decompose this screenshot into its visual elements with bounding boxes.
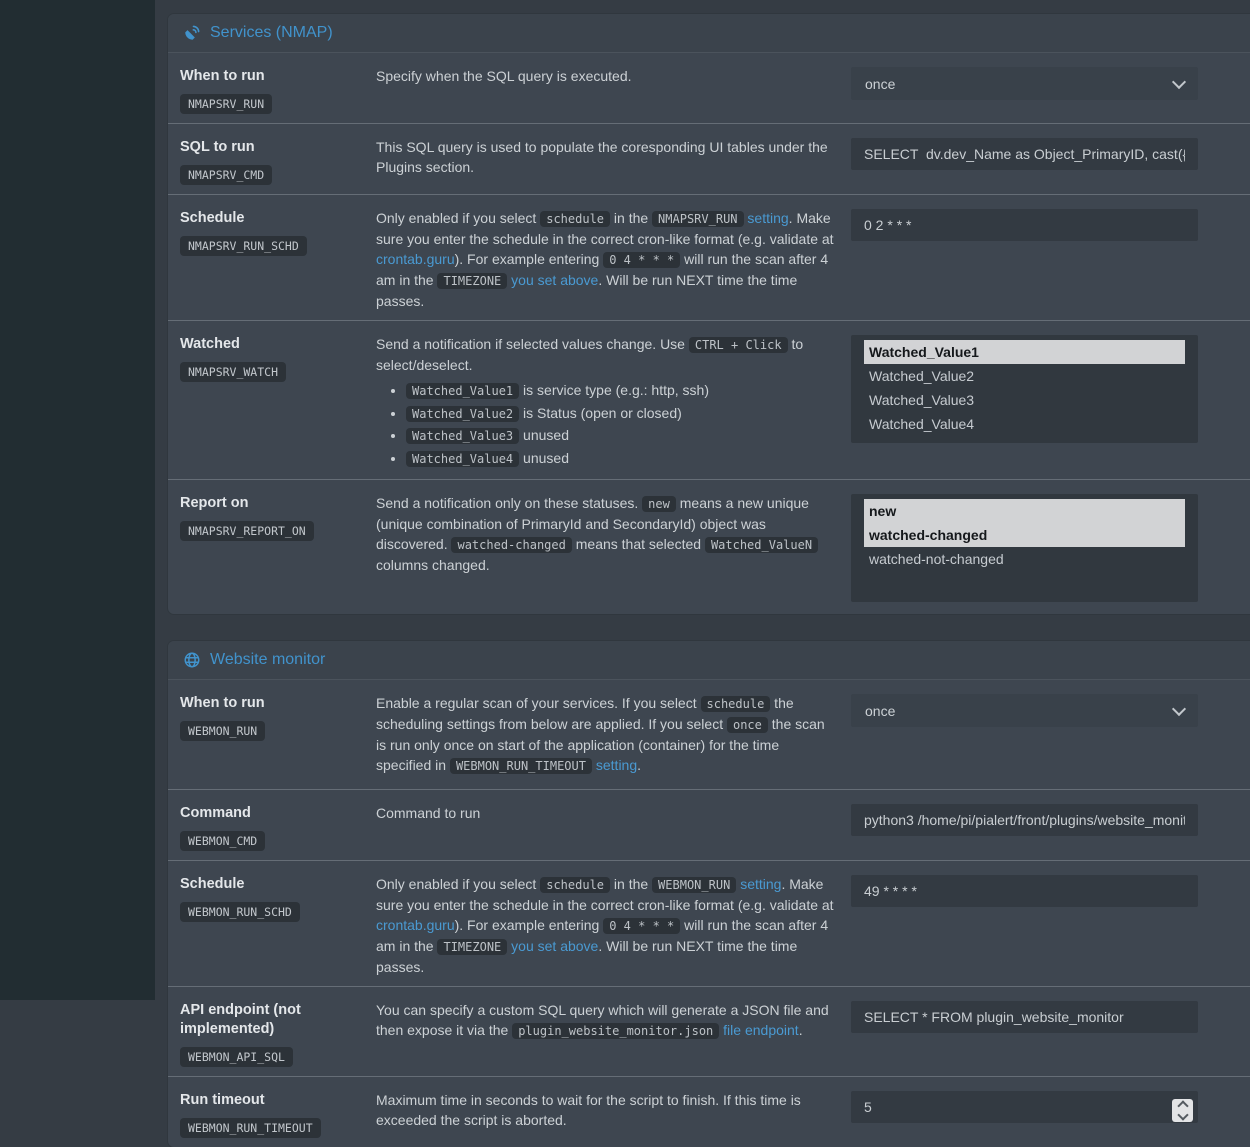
setting-description: [376, 62, 851, 86]
text-segment: is Status (open or closed): [519, 404, 682, 421]
sidebar: [0, 0, 155, 1000]
inline-code: new: [642, 496, 676, 512]
setting-label-col: [180, 870, 376, 922]
webmon-schedule-input[interactable]: [851, 875, 1198, 907]
text-segment: Specify when the SQL query is executed.: [376, 68, 632, 84]
select-option-Watched_Value2[interactable]: Watched_Value2: [869, 368, 975, 384]
setting-description: [376, 689, 851, 776]
text-segment: Command to run: [376, 805, 481, 821]
text-segment: Send a notification only on these statuses.: [376, 495, 643, 511]
setting-label: When to run: [180, 695, 265, 711]
setting-control: [851, 133, 1198, 170]
inline-code: WEBMON_RUN_TIMEOUT: [450, 758, 592, 774]
settings-content: [155, 0, 1250, 1147]
setting-description: [376, 870, 851, 977]
inline-code: 0 4 * * *: [603, 918, 680, 934]
spinner-down-icon[interactable]: [1177, 1109, 1188, 1120]
when-to-run-select[interactable]: [851, 67, 1198, 100]
setting-control: [851, 689, 1198, 727]
setting-row-nmapsrv-watch: [168, 320, 1250, 479]
text-segment: the scan is run only once on start of the application (container) for the time specified in: [376, 716, 825, 773]
inline-code: Watched_ValueN: [705, 537, 818, 553]
setting-label: Schedule: [180, 876, 245, 892]
setting-label-col: [180, 996, 376, 1067]
inline-link[interactable]: file endpoint: [723, 1022, 799, 1038]
setting-row-webmon-run-schd: [168, 860, 1250, 986]
setting-description: [376, 996, 851, 1041]
setting-row-nmapsrv-run: [168, 53, 1250, 123]
setting-row-webmon-run: [168, 680, 1250, 789]
inline-code: CTRL + Click: [689, 337, 788, 353]
webmon-when-to-run-select[interactable]: [851, 694, 1198, 727]
setting-control: [851, 1086, 1198, 1123]
number-spinner[interactable]: [1172, 1099, 1193, 1122]
setting-description: [376, 799, 851, 823]
setting-description: [376, 204, 851, 311]
inline-code: once: [727, 717, 768, 733]
inline-link[interactable]: crontab.guru: [376, 251, 455, 267]
setting-label-col: [180, 689, 376, 741]
bullet-item: [406, 380, 851, 403]
setting-label-col: [180, 204, 376, 256]
inline-code: WEBMON_RUN: [652, 877, 736, 893]
select-option-new[interactable]: new: [864, 499, 1185, 523]
text-segment: Send a notification if selected values change. Use: [376, 336, 689, 352]
text-segment: to select/deselect.: [376, 336, 804, 373]
select-option-Watched_Value3[interactable]: Watched_Value3: [869, 392, 975, 408]
chevron-down-icon: [1172, 701, 1186, 715]
text-segment: Only enabled if you select: [376, 210, 541, 226]
text-segment: will run the scan after 4 am in the: [376, 917, 829, 954]
select-option-watched-changed[interactable]: watched-changed: [864, 523, 1185, 547]
card-title: Services (NMAP): [210, 24, 333, 41]
inline-link[interactable]: crontab.guru: [376, 917, 455, 933]
setting-description: [376, 330, 851, 470]
setting-label-col: [180, 133, 376, 185]
text-segment: ). For example entering: [454, 251, 604, 267]
setting-key-badge: NMAPSRV_RUN: [180, 94, 272, 114]
inline-code: NMAPSRV_RUN: [652, 211, 743, 227]
watched-multiselect[interactable]: [851, 335, 1198, 443]
inline-code: Watched_Value1: [406, 383, 519, 399]
setting-row-nmapsrv-run-schd: [168, 194, 1250, 320]
text-segment: This SQL query is used to populate the coresponding UI tables under the Plugins section.: [376, 139, 828, 175]
api-endpoint-input[interactable]: [851, 1001, 1198, 1033]
text-segment: the scheduling settings from below are applied. If you select: [376, 695, 794, 732]
setting-description: [376, 489, 851, 575]
setting-control: [851, 489, 1198, 602]
setting-description: [376, 133, 851, 177]
setting-control: [851, 870, 1198, 907]
text-segment: will run the scan after 4 am in the: [376, 251, 829, 288]
setting-row-nmapsrv-cmd: [168, 123, 1250, 194]
select-option-Watched_Value4[interactable]: Watched_Value4: [869, 416, 975, 432]
setting-label: Report on: [180, 495, 249, 511]
setting-label-col: [180, 799, 376, 851]
text-segment: Enable a regular scan of your services. If you select: [376, 695, 701, 711]
setting-label: Watched: [180, 336, 240, 352]
bullet-item: [406, 448, 851, 471]
inline-code: schedule: [540, 877, 610, 893]
setting-control: [851, 204, 1198, 241]
bullet-item: [406, 403, 851, 426]
inline-link[interactable]: setting: [747, 210, 789, 226]
setting-key-badge: WEBMON_CMD: [180, 831, 265, 851]
setting-key-badge: WEBMON_RUN_SCHD: [180, 902, 300, 922]
setting-label-col: [180, 330, 376, 382]
watched-values-list: [376, 380, 851, 470]
sql-to-run-input[interactable]: [851, 138, 1198, 170]
text-segment: . Make sure you enter the schedule in the correct cron-like format (e.g. validate at: [376, 210, 834, 247]
setting-control: [851, 330, 1198, 443]
setting-key-badge: WEBMON_RUN_TIMEOUT: [180, 1118, 321, 1138]
setting-key-badge: NMAPSRV_CMD: [180, 165, 272, 185]
text-segment: You can specify a custom SQL query which will generate a JSON file and then expose it via the: [376, 1002, 829, 1038]
setting-label-col: [180, 489, 376, 541]
website-monitor-card-header: [168, 641, 1250, 680]
setting-label: Command: [180, 805, 251, 821]
setting-label-col: [180, 1086, 376, 1138]
run-timeout-input[interactable]: [851, 1091, 1198, 1123]
select-option-watched-not-changed[interactable]: watched-not-changed: [869, 551, 1004, 567]
chevron-down-icon: [1172, 74, 1186, 88]
text-segment: in the: [610, 876, 653, 892]
text-segment: . Will be run NEXT time the time passes.: [376, 272, 798, 309]
inline-link[interactable]: setting: [740, 876, 782, 892]
inline-link[interactable]: you set above: [511, 938, 599, 954]
setting-control: [851, 62, 1198, 100]
setting-label: Run timeout: [180, 1092, 265, 1108]
inline-code: watched-changed: [451, 537, 571, 553]
text-segment: unused: [519, 427, 569, 443]
schedule-input[interactable]: [851, 209, 1198, 241]
inline-code: Watched_Value2: [406, 406, 519, 422]
setting-key-badge: NMAPSRV_RUN_SCHD: [180, 236, 307, 256]
card-title: Website monitor: [210, 651, 326, 668]
inline-code: schedule: [540, 211, 610, 227]
inline-link[interactable]: setting: [595, 757, 638, 773]
services-nmap-card-header: [168, 14, 1250, 53]
inline-code: TIMEZONE: [437, 273, 507, 289]
text-segment: .: [637, 757, 642, 773]
inline-code: schedule: [701, 696, 771, 712]
inline-code: 0 4 * * *: [603, 252, 680, 268]
text-segment: . Will be run NEXT time the time passes.: [376, 938, 798, 975]
setting-key-badge: NMAPSRV_WATCH: [180, 362, 286, 382]
text-segment: columns changed.: [376, 557, 490, 573]
report-on-multiselect[interactable]: [851, 494, 1198, 602]
inline-code: TIMEZONE: [437, 939, 507, 955]
setting-label: Schedule: [180, 210, 245, 226]
text-segment: . Make sure you enter the schedule in the correct cron-like format (e.g. validate at: [376, 876, 834, 913]
inline-code: Watched_Value3: [406, 428, 519, 444]
select-value: once: [865, 702, 896, 719]
setting-label-col: [180, 62, 376, 114]
text-segment: unused: [519, 449, 569, 466]
command-input[interactable]: [851, 804, 1198, 836]
text-segment: is service type (e.g.: http, ssh): [519, 382, 710, 398]
satellite-dish-icon: [183, 24, 201, 42]
globe-icon: [183, 651, 201, 669]
text-segment: .: [798, 1022, 803, 1038]
bullet-item: [406, 425, 851, 448]
setting-control: [851, 996, 1198, 1033]
setting-label: API endpoint (not implemented): [180, 1002, 301, 1037]
text-segment: Only enabled if you select: [376, 876, 541, 892]
setting-row-webmon-cmd: [168, 789, 1250, 860]
setting-label: When to run: [180, 68, 265, 84]
text-segment: ). For example entering: [454, 917, 604, 933]
select-value: once: [865, 75, 896, 92]
setting-control: [851, 799, 1198, 836]
setting-key-badge: WEBMON_RUN: [180, 721, 265, 741]
setting-key-badge: WEBMON_API_SQL: [180, 1047, 293, 1067]
inline-link[interactable]: you set above: [511, 272, 599, 288]
select-option-Watched_Value1[interactable]: Watched_Value1: [864, 340, 1185, 364]
inline-code: Watched_Value4: [406, 451, 519, 467]
text-segment: means that selected: [571, 536, 705, 552]
setting-key-badge: NMAPSRV_REPORT_ON: [180, 521, 314, 541]
setting-label: SQL to run: [180, 139, 255, 155]
website-monitor-card: [168, 641, 1250, 1147]
text-segment: Maximum time in seconds to wait for the script to finish. If this time is exceeded the script is aborted.: [376, 1092, 801, 1128]
text-segment: means a new unique (unique combination of PrimaryId and SecondaryId) object was discovered.: [376, 495, 809, 552]
setting-description: [376, 1086, 851, 1130]
setting-row-nmapsrv-report-on: [168, 479, 1250, 614]
services-nmap-card: [168, 14, 1250, 614]
setting-row-webmon-run-timeout: [168, 1076, 1250, 1147]
inline-code: plugin_website_monitor.json: [512, 1023, 719, 1039]
text-segment: in the: [610, 210, 653, 226]
